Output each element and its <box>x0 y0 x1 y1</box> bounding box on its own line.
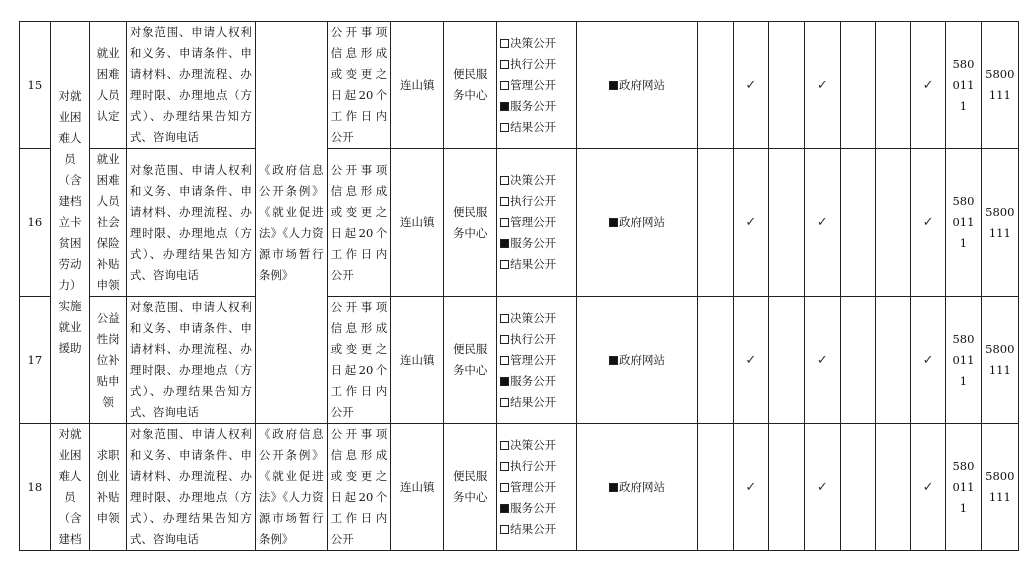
option-decision: 决策公开 <box>500 308 572 329</box>
option-result: 结果公开 <box>500 392 572 413</box>
checkbox-empty-icon <box>500 39 509 48</box>
disclosure-content: 对象范围、申请人权利和义务、申请条件、申请材料、办理流程、办理时限、办理地点（方式）、办理结果告知方式、咨询电话 <box>126 22 255 149</box>
check-mark: ✓ <box>733 22 768 149</box>
disclosure-timing: 公开事项信息形成或变更之日起20个工作日内公开 <box>327 22 391 149</box>
option-decision: 决策公开 <box>500 170 572 191</box>
check-mark: ✓ <box>733 424 768 551</box>
publish-channel: 政府网站 <box>576 22 698 149</box>
table-row <box>20 424 1019 551</box>
option-decision: 决策公开 <box>500 435 572 456</box>
empty-cell <box>698 424 733 551</box>
disclosure-subject: 连山镇 <box>391 149 444 297</box>
phone-b: 5800111 <box>981 297 1018 424</box>
checkbox-empty-icon <box>500 314 509 323</box>
empty-cell <box>769 297 805 424</box>
table-container <box>19 21 1019 551</box>
phone-b: 5800111 <box>981 424 1018 551</box>
disclosure-timing: 公开事项信息形成或变更之日起20个工作日内公开 <box>327 149 391 297</box>
option-execution: 执行公开 <box>500 191 572 212</box>
check-mark: ✓ <box>805 424 840 551</box>
publish-channel: 政府网站 <box>576 149 698 297</box>
option-execution: 执行公开 <box>500 54 572 75</box>
check-mark: ✓ <box>805 22 840 149</box>
option-execution: 执行公开 <box>500 456 572 477</box>
checkbox-empty-icon <box>500 525 509 534</box>
empty-cell <box>875 149 910 297</box>
checkbox-empty-icon <box>500 335 509 344</box>
check-mark: ✓ <box>910 149 945 297</box>
checkbox-empty-icon <box>500 462 509 471</box>
option-service: 服务公开 <box>500 371 572 392</box>
item-name: 求职创业补贴申领 <box>90 424 126 551</box>
checkbox-empty-icon <box>500 176 509 185</box>
disclosure-content: 对象范围、申请人权利和义务、申请条件、申请材料、办理流程、办理时限、办理地点（方式）、办理结果告知方式、咨询电话 <box>126 297 255 424</box>
phone-a: 5800111 <box>946 424 981 551</box>
publish-channel: 政府网站 <box>576 297 698 424</box>
option-decision: 决策公开 <box>500 33 572 54</box>
empty-cell <box>769 149 805 297</box>
category-cell: 对就业困难人员（含建档立卡贫困劳动力）实施就业援助 <box>50 22 90 424</box>
item-name: 公益性岗位补贴申领 <box>90 297 126 424</box>
disclosure-type <box>497 297 576 424</box>
phone-b: 5800111 <box>981 149 1018 297</box>
checkbox-empty-icon <box>500 123 509 132</box>
empty-cell <box>698 22 733 149</box>
option-service: 服务公开 <box>500 498 572 519</box>
disclosure-type <box>497 22 576 149</box>
empty-cell <box>875 297 910 424</box>
category-cell: 对就业困难人员（含建档 <box>50 424 90 551</box>
disclosure-timing: 公开事项信息形成或变更之日起20个工作日内公开 <box>327 297 391 424</box>
table-row <box>20 22 1019 149</box>
checkbox-empty-icon <box>500 218 509 227</box>
empty-cell <box>875 424 910 551</box>
empty-cell <box>840 297 875 424</box>
phone-b: 5800111 <box>981 22 1018 149</box>
checkbox-empty-icon <box>500 483 509 492</box>
disclosure-timing: 公开事项信息形成或变更之日起20个工作日内公开 <box>327 424 391 551</box>
check-mark: ✓ <box>910 22 945 149</box>
empty-cell <box>698 149 733 297</box>
checkbox-empty-icon <box>500 441 509 450</box>
disclosure-subject: 连山镇 <box>391 424 444 551</box>
checkbox-filled-icon <box>609 483 618 492</box>
row-number: 15 <box>20 22 51 149</box>
option-management: 管理公开 <box>500 477 572 498</box>
item-name: 就业困难人员认定 <box>90 22 126 149</box>
disclosure-subject: 连山镇 <box>391 297 444 424</box>
phone-a: 5800111 <box>946 149 981 297</box>
option-result: 结果公开 <box>500 254 572 275</box>
row-number: 17 <box>20 297 51 424</box>
checkbox-empty-icon <box>500 81 509 90</box>
disclosure-channel: 便民服务中心 <box>444 22 497 149</box>
disclosure-type <box>497 149 576 297</box>
disclosure-content: 对象范围、申请人权利和义务、申请条件、申请材料、办理流程、办理时限、办理地点（方式）、办理结果告知方式、咨询电话 <box>126 149 255 297</box>
empty-cell <box>840 424 875 551</box>
disclosure-subject: 连山镇 <box>391 22 444 149</box>
check-mark: ✓ <box>733 297 768 424</box>
phone-a: 5800111 <box>946 22 981 149</box>
checkbox-filled-icon <box>500 504 509 513</box>
option-result: 结果公开 <box>500 519 572 540</box>
option-service: 服务公开 <box>500 233 572 254</box>
row-number: 18 <box>20 424 51 551</box>
option-management: 管理公开 <box>500 212 572 233</box>
checkbox-filled-icon <box>609 218 618 227</box>
table-row <box>20 149 1019 297</box>
option-result: 结果公开 <box>500 117 572 138</box>
check-mark: ✓ <box>805 297 840 424</box>
law-basis: 《政府信息公开条例》《就业促进法》《人力资源市场暂行条例》 <box>255 22 327 424</box>
checkbox-filled-icon <box>500 239 509 248</box>
item-name: 就业困难人员社会保险补贴申领 <box>90 149 126 297</box>
checkbox-empty-icon <box>500 356 509 365</box>
table-row <box>20 297 1019 424</box>
check-mark: ✓ <box>733 149 768 297</box>
disclosure-channel: 便民服务中心 <box>444 297 497 424</box>
empty-cell <box>840 22 875 149</box>
checkbox-filled-icon <box>609 81 618 90</box>
checkbox-empty-icon <box>500 60 509 69</box>
empty-cell <box>840 149 875 297</box>
disclosure-channel: 便民服务中心 <box>444 424 497 551</box>
empty-cell <box>875 22 910 149</box>
checkbox-empty-icon <box>500 260 509 269</box>
disclosure-type <box>497 424 576 551</box>
law-basis: 《政府信息公开条例》《就业促进法》《人力资源市场暂行条例》 <box>255 424 327 551</box>
checkbox-filled-icon <box>500 377 509 386</box>
checkbox-empty-icon <box>500 197 509 206</box>
option-management: 管理公开 <box>500 75 572 96</box>
checkbox-empty-icon <box>500 398 509 407</box>
disclosure-channel: 便民服务中心 <box>444 149 497 297</box>
checkbox-filled-icon <box>609 356 618 365</box>
check-mark: ✓ <box>805 149 840 297</box>
disclosure-content: 对象范围、申请人权利和义务、申请条件、申请材料、办理流程、办理时限、办理地点（方式）、办理结果告知方式、咨询电话 <box>126 424 255 551</box>
option-management: 管理公开 <box>500 350 572 371</box>
empty-cell <box>769 424 805 551</box>
disclosure-table <box>19 21 1019 551</box>
empty-cell <box>769 22 805 149</box>
check-mark: ✓ <box>910 297 945 424</box>
option-service: 服务公开 <box>500 96 572 117</box>
checkbox-filled-icon <box>500 102 509 111</box>
phone-a: 5800111 <box>946 297 981 424</box>
publish-channel: 政府网站 <box>576 424 698 551</box>
row-number: 16 <box>20 149 51 297</box>
check-mark: ✓ <box>910 424 945 551</box>
empty-cell <box>698 297 733 424</box>
option-execution: 执行公开 <box>500 329 572 350</box>
